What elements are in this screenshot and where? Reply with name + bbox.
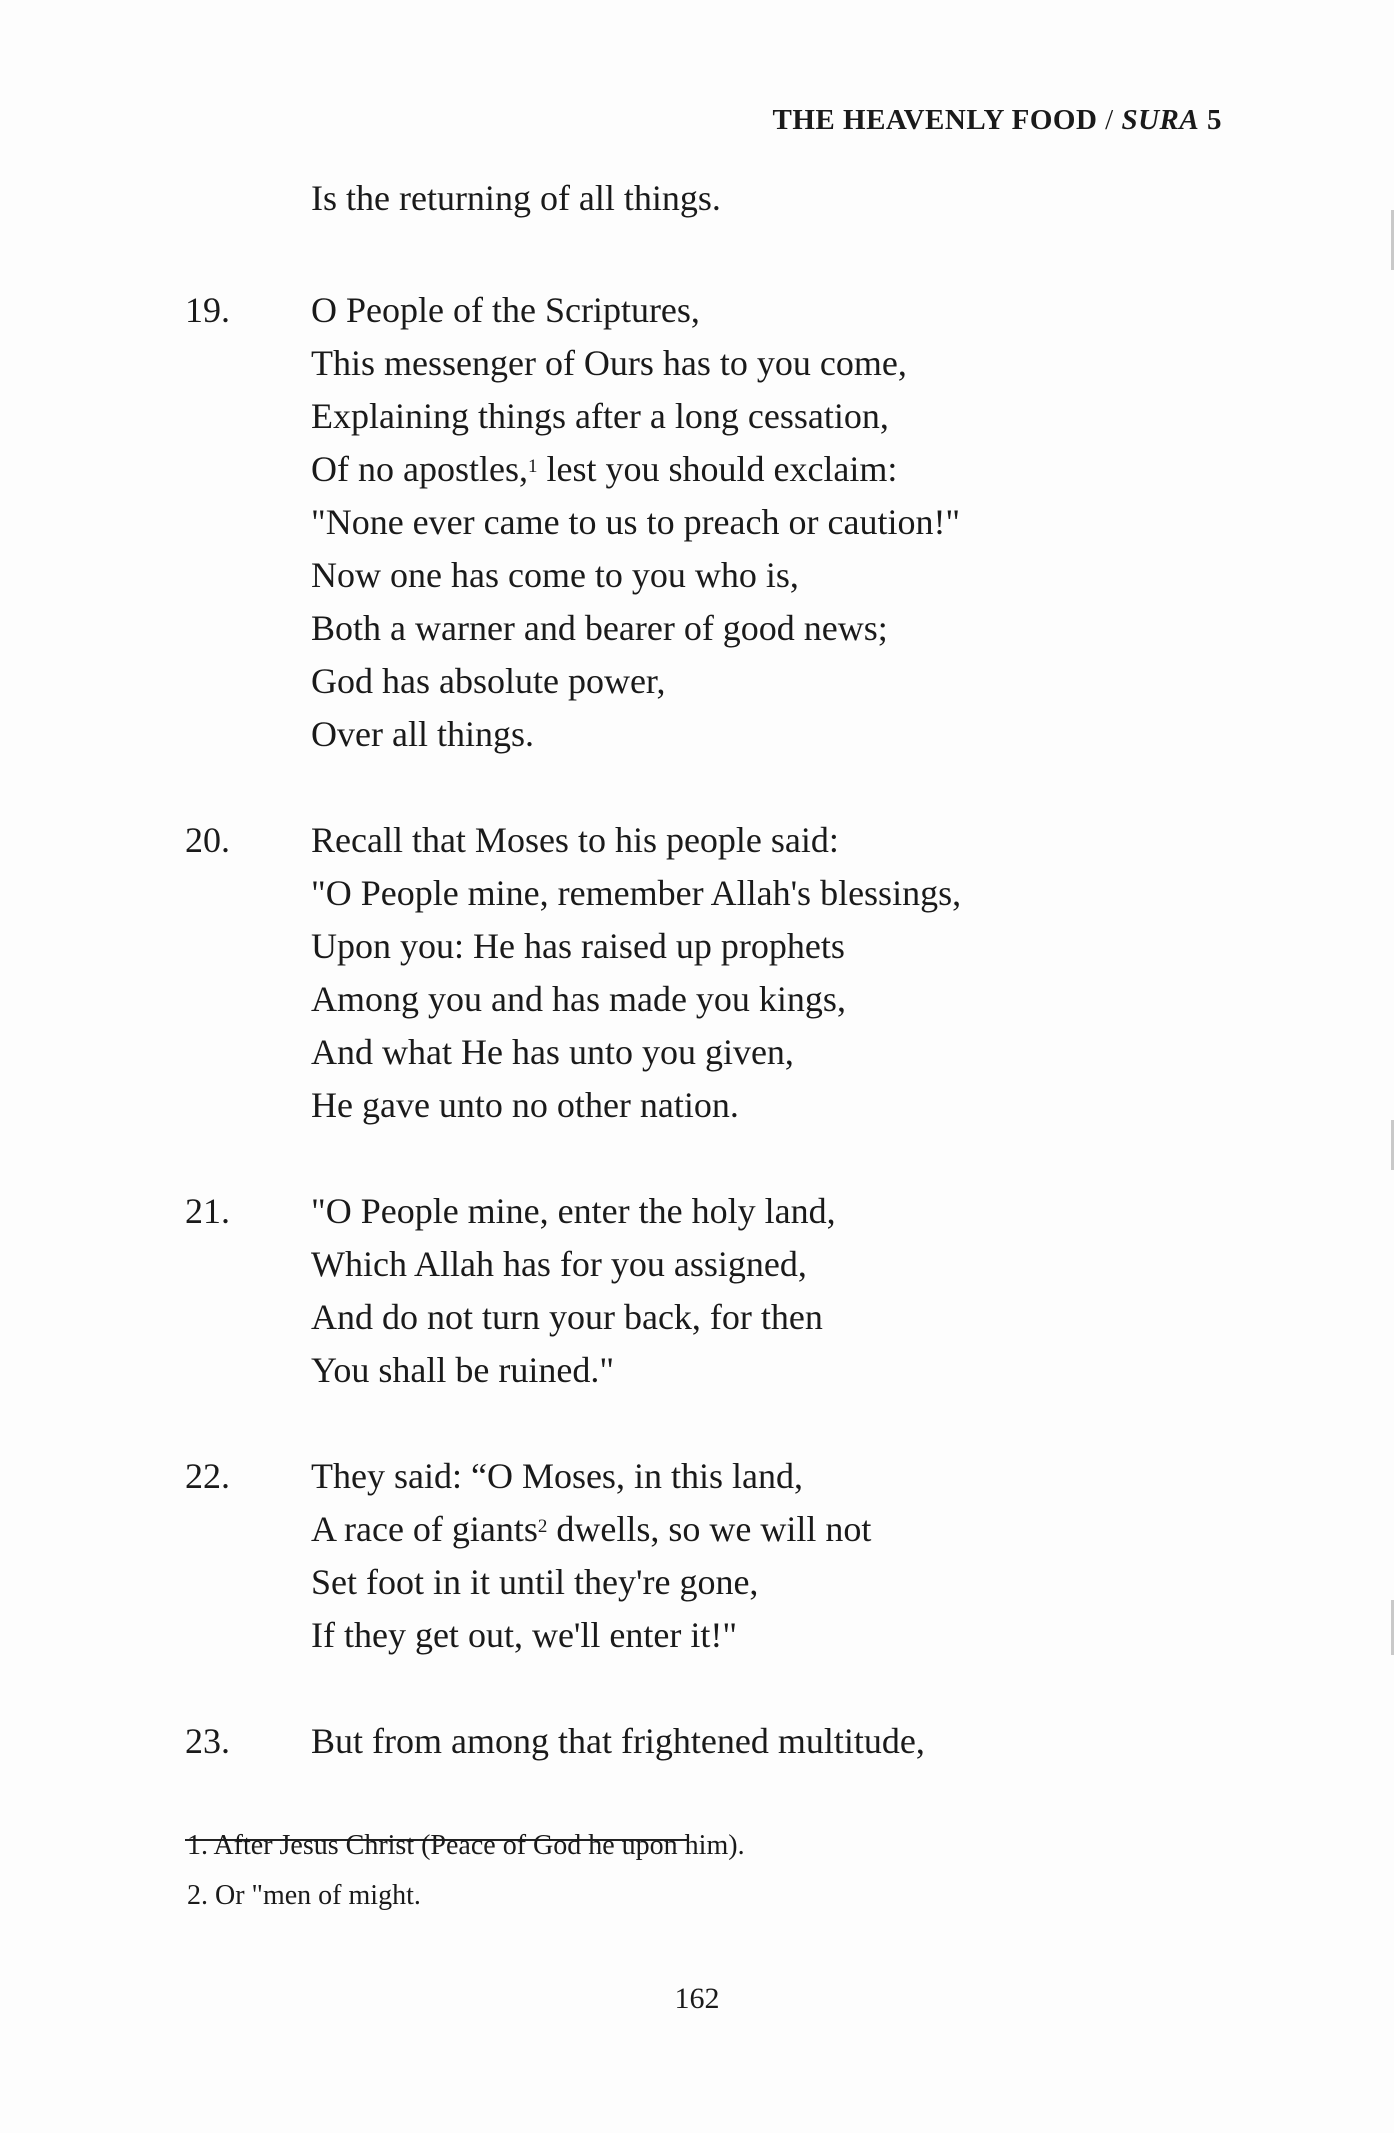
footnote-1: 1. After Jesus Christ (Peace of God he upon him). — [187, 1830, 745, 1861]
verse-line: He gave unto no other nation. — [311, 1085, 739, 1125]
footnote-2: 2. Or "men of might. — [187, 1880, 421, 1911]
verse-line: "O People mine, enter the holy land, — [311, 1191, 836, 1231]
verse-line: O People of the Scriptures, — [311, 290, 700, 330]
verse-line: Over all things. — [311, 714, 534, 754]
page-number: 162 — [674, 1982, 720, 2015]
verse-line: Explaining things after a long cessation, — [311, 396, 889, 436]
running-head-sura-number: 5 — [1207, 104, 1222, 136]
running-head-separator: / — [1097, 104, 1122, 136]
verse-number-22: 22. — [185, 1456, 230, 1496]
verse-line-text: lest you should exclaim: — [537, 449, 898, 489]
verse-line: Which Allah has for you assigned, — [311, 1244, 807, 1284]
verse-line: God has absolute power, — [311, 661, 666, 701]
verse-line: "None ever came to us to preach or caution!" — [311, 502, 961, 542]
verse-line: This messenger of Ours has to you come, — [311, 343, 907, 383]
verse-number-23: 23. — [185, 1721, 230, 1761]
verse-line-with-footnote — [311, 449, 897, 489]
verse-line: Upon you: He has raised up prophets — [311, 926, 845, 966]
verse-line: Now one has come to you who is, — [311, 555, 799, 595]
running-head — [773, 104, 1222, 137]
footnote-ref-1: 1 — [527, 456, 538, 477]
verse-line: But from among that frightened multitude, — [311, 1721, 925, 1761]
verse-number-21: 21. — [185, 1191, 230, 1231]
verse-line: Set foot in it until they're gone, — [311, 1562, 759, 1602]
verse-line: And what He has unto you given, — [311, 1032, 794, 1072]
verse-line: "O People mine, remember Allah's blessings, — [311, 873, 962, 913]
running-head-title: THE HEAVENLY FOOD — [772, 104, 1098, 136]
verse-line: Recall that Moses to his people said: — [311, 820, 839, 860]
running-head-sura-label: SURA — [1121, 104, 1200, 136]
verse-line: Is the returning of all things. — [311, 178, 721, 218]
verse-line: Both a warner and bearer of good news; — [311, 608, 888, 648]
verse-line: If they get out, we'll enter it!" — [311, 1615, 738, 1655]
verse-line: You shall be ruined." — [311, 1350, 615, 1390]
verse-line-with-footnote — [311, 1509, 871, 1549]
verse-line-text: A race of giants — [311, 1509, 538, 1549]
verse-line: Among you and has made you kings, — [311, 979, 846, 1019]
verse-number-20: 20. — [185, 820, 230, 860]
verse-line: And do not turn your back, for then — [311, 1297, 823, 1337]
verse-number-19: 19. — [185, 290, 230, 330]
verse-line-text: dwells, so we will not — [547, 1509, 872, 1549]
verse-line-text: Of no apostles, — [311, 449, 528, 489]
footnote-ref-2: 2 — [537, 1516, 548, 1537]
verse-line: They said: “O Moses, in this land, — [311, 1456, 803, 1496]
